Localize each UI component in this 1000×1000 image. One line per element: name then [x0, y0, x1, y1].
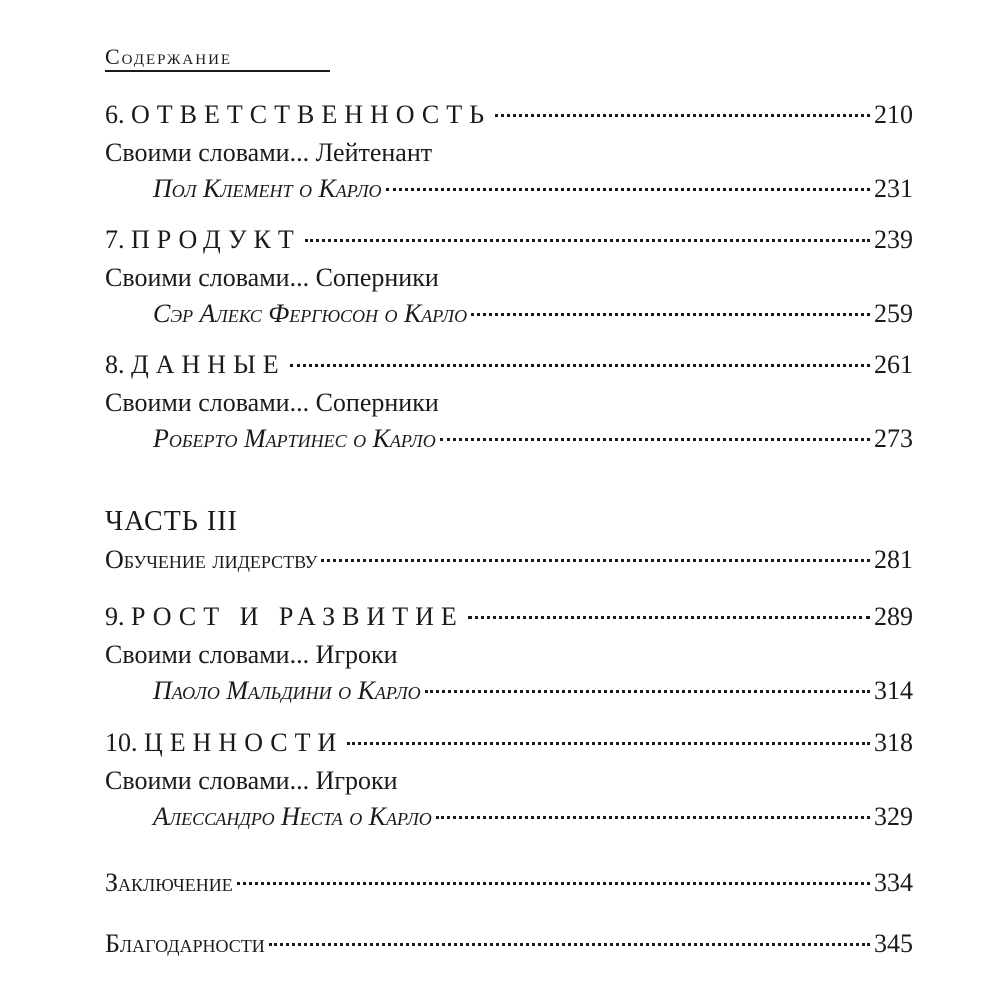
dot-leader	[471, 313, 870, 316]
chapter-7-essay-page: 259	[874, 299, 913, 328]
toc-entry-chapter-10[interactable]	[105, 726, 913, 760]
toc-entry-chapter-7[interactable]	[105, 223, 913, 257]
chapter-9-title: РОСТ И РАЗВИТИЕ	[131, 602, 464, 631]
part-3-intro-title: Обучение лидерству	[105, 545, 318, 574]
toc-entry-chapter-9[interactable]	[105, 600, 913, 634]
dot-leader	[386, 188, 870, 191]
chapter-10-essay-page: 329	[874, 802, 913, 831]
chapter-7-number: 7.	[105, 225, 125, 254]
chapter-6-title: ОТВЕТСТВЕННОСТЬ	[131, 100, 492, 129]
chapter-6-number: 6.	[105, 100, 125, 129]
part-3-intro-page: 281	[874, 545, 913, 574]
chapter-10-page: 318	[874, 728, 913, 757]
toc-entry-chapter-6-essay[interactable]	[153, 172, 913, 206]
acknowledgements-page: 345	[874, 929, 913, 958]
chapter-8-in-their-words: Своими словами... Соперники	[105, 388, 439, 417]
acknowledgements-title: Благодарности	[105, 929, 265, 958]
dot-leader	[425, 690, 870, 693]
toc-entry-chapter-6[interactable]	[105, 98, 913, 132]
part-3-heading: ЧАСТЬ III	[105, 506, 238, 537]
dot-leader	[269, 943, 870, 946]
dot-leader	[436, 816, 870, 819]
chapter-8-title: ДАННЫЕ	[131, 350, 286, 379]
chapter-7-title-wrap	[105, 223, 301, 257]
chapter-9-page: 289	[874, 602, 913, 631]
chapter-8-essay-page: 273	[874, 424, 913, 453]
chapter-7-title: ПРОДУКТ	[131, 225, 301, 254]
toc-entry-conclusion[interactable]	[105, 866, 913, 900]
dot-leader	[440, 438, 870, 441]
chapter-10-essay-title: Алессандро Неста о Карло	[153, 802, 432, 831]
chapter-7-page: 239	[874, 225, 913, 254]
chapter-7-in-their-words: Своими словами... Соперники	[105, 263, 439, 292]
toc-entry-chapter-8[interactable]	[105, 348, 913, 382]
chapter-6-essay-page: 231	[874, 174, 913, 203]
chapter-8-essay-title: Роберто Мартинес о Карло	[153, 424, 436, 453]
toc-entry-chapter-8-essay[interactable]	[153, 422, 913, 456]
dot-leader	[305, 239, 870, 242]
chapter-9-title-wrap	[105, 600, 464, 634]
toc-entry-acknowledgements[interactable]	[105, 927, 913, 961]
chapter-9-essay-page: 314	[874, 676, 913, 705]
chapter-6-title-wrap	[105, 98, 491, 132]
conclusion-page: 334	[874, 868, 913, 897]
toc-entry-chapter-10-essay[interactable]	[153, 800, 913, 834]
chapter-9-in-their-words: Своими словами... Игроки	[105, 640, 398, 669]
dot-leader	[347, 742, 870, 745]
chapter-10-title-wrap	[105, 726, 343, 760]
running-head-rule	[105, 70, 330, 72]
toc-entry-chapter-9-essay[interactable]	[153, 674, 913, 708]
chapter-9-essay-title: Паоло Мальдини о Карло	[153, 676, 421, 705]
dot-leader	[495, 114, 870, 117]
chapter-8-title-wrap	[105, 348, 286, 382]
dot-leader	[290, 364, 870, 367]
chapter-8-page: 261	[874, 350, 913, 379]
conclusion-title: Заключение	[105, 868, 233, 897]
chapter-8-number: 8.	[105, 350, 125, 379]
dot-leader	[237, 882, 870, 885]
chapter-6-page: 210	[874, 100, 913, 129]
dot-leader	[468, 616, 870, 619]
chapter-10-in-their-words: Своими словами... Игроки	[105, 766, 398, 795]
chapter-10-number: 10.	[105, 728, 138, 757]
toc-entry-part-3-intro[interactable]	[105, 543, 913, 577]
chapter-9-number: 9.	[105, 602, 125, 631]
running-head: Содержание	[105, 44, 233, 69]
toc-entry-chapter-7-essay[interactable]	[153, 297, 913, 331]
chapter-6-in-their-words: Своими словами... Лейтенант	[105, 138, 433, 167]
dot-leader	[321, 559, 870, 562]
chapter-10-title: ЦЕННОСТИ	[144, 728, 344, 757]
chapter-6-essay-title: Пол Клемент о Карло	[153, 174, 382, 203]
chapter-7-essay-title: Сэр Алекс Фергюсон о Карло	[153, 299, 468, 328]
